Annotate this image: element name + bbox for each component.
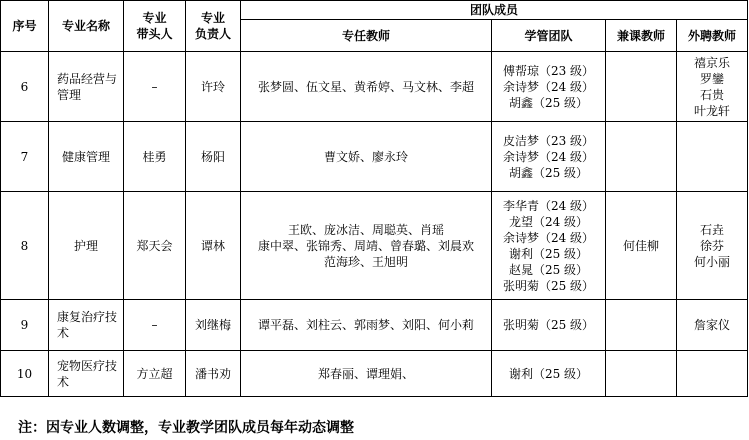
cell-external (677, 300, 748, 351)
cell-external (677, 351, 748, 397)
cell-fulltime-line: 郑春丽、谭理娟、 (317, 366, 414, 381)
cell-fulltime-line: 谭平磊、刘柱云、郭雨梦、刘阳、何小莉 (257, 318, 474, 332)
cell-mgmt-line: 张明菊（25 级） (502, 278, 595, 293)
cell-major (49, 122, 124, 192)
cell-major-line: 术 (57, 374, 70, 389)
cell-major-line: 健康管理 (61, 149, 110, 164)
cell-external-line: 何小丽 (694, 254, 731, 269)
cell-mgmt-line: 谢利（25 级） (508, 246, 589, 261)
cell-major (49, 52, 124, 122)
cell-external (677, 192, 748, 300)
cell-mgmt-line: 龙望（24 级） (508, 214, 589, 229)
header-team: 团队成员 (241, 1, 748, 20)
cell-major-line: 宠物医疗技 (57, 358, 118, 373)
cell-fulltime-line: 曹文娇、廖永玲 (323, 149, 408, 164)
cell-mgmt-line: 赵晁（25 级） (508, 262, 589, 277)
cell-parttime (606, 351, 677, 397)
cell-fulltime (241, 351, 492, 397)
cell-major (49, 192, 124, 300)
cell-owner: 谭林 (186, 192, 241, 300)
cell-external-line: 石贵 (700, 87, 725, 102)
table-row (1, 122, 748, 192)
cell-seq: 9 (1, 300, 49, 351)
cell-seq: 10 (1, 351, 49, 397)
cell-fulltime-line: 范海珍、王旭明 (323, 254, 408, 269)
cell-mgmt (492, 192, 606, 300)
header-fulltime: 专任教师 (241, 20, 492, 52)
table-row (1, 351, 748, 397)
cell-mgmt-line: 傅帮琼（23 级） (502, 63, 595, 78)
cell-seq: 8 (1, 192, 49, 300)
cell-major (49, 351, 124, 397)
cell-external-line: 叶龙轩 (694, 103, 731, 118)
table-row (1, 52, 748, 122)
cell-external-line: 罗鑾 (700, 71, 725, 86)
cell-leader: – (124, 52, 186, 122)
table-row (1, 300, 748, 351)
cell-mgmt-line: 余诗梦（24 级） (502, 79, 595, 94)
cell-fulltime (241, 122, 492, 192)
cell-fulltime (241, 52, 492, 122)
cell-mgmt (492, 52, 606, 122)
cell-fulltime (241, 300, 492, 351)
header-external: 外聘教师 (677, 20, 748, 52)
cell-fulltime (241, 192, 492, 300)
cell-mgmt-line: 余诗梦（24 级） (502, 230, 595, 245)
cell-major-line: 术 (57, 326, 70, 340)
cell-external-line: 詹家仪 (694, 318, 731, 332)
cell-seq: 6 (1, 52, 49, 122)
cell-owner: 许玲 (186, 52, 241, 122)
cell-parttime (606, 122, 677, 192)
cell-leader: 桂勇 (124, 122, 186, 192)
cell-mgmt-line: 余诗梦（24 级） (502, 149, 595, 164)
cell-leader: 郑天会 (124, 192, 186, 300)
header-seq: 序号 (1, 1, 49, 52)
cell-external (677, 52, 748, 122)
cell-major-line: 药品经营与 (57, 71, 118, 86)
cell-leader: 方立超 (124, 351, 186, 397)
cell-owner: 刘继梅 (186, 300, 241, 351)
cell-mgmt-line: 皮洁梦（23 级） (502, 133, 595, 148)
cell-external (677, 122, 748, 192)
cell-major-line: 管理 (57, 87, 82, 102)
cell-external-line: 石垚 (700, 222, 725, 237)
cell-external-line: 禧京乐 (694, 55, 731, 70)
cell-major (49, 300, 124, 351)
cell-seq: 7 (1, 122, 49, 192)
cell-parttime (606, 192, 677, 300)
cell-mgmt (492, 351, 606, 397)
cell-parttime-line: 何佳柳 (622, 238, 659, 253)
cell-mgmt (492, 122, 606, 192)
cell-leader: – (124, 300, 186, 351)
cell-parttime (606, 300, 677, 351)
cell-mgmt-line: 谢利（25 级） (508, 366, 589, 381)
header-mgmt: 学管团队 (492, 20, 606, 52)
header-parttime: 兼课教师 (606, 20, 677, 52)
cell-mgmt-line: 胡鑫（25 级） (508, 95, 589, 110)
footnote: 注：因专业人数调整，专业教学团队成员每年动态调整 (18, 420, 354, 436)
cell-external-line: 徐芬 (700, 238, 725, 253)
cell-mgmt-line: 胡鑫（25 级） (508, 165, 589, 180)
cell-parttime (606, 52, 677, 122)
cell-fulltime-line: 康中翠、张锦秀、周靖、曾春璐、刘晨欢 (257, 238, 474, 253)
cell-major-line: 康复治疗技 (57, 310, 118, 324)
cell-mgmt-line: 张明菊（25 级） (502, 318, 595, 332)
header-major: 专业名称 (49, 1, 124, 52)
cell-owner: 潘书劝 (186, 351, 241, 397)
header-leader: 专业 带头人 (124, 1, 186, 52)
table-row (1, 192, 748, 300)
cell-owner: 杨阳 (186, 122, 241, 192)
cell-mgmt-line: 李华青（24 级） (502, 198, 595, 213)
header-owner: 专业 负责人 (186, 1, 241, 52)
cell-fulltime-line: 张梦圆、伍文星、黄希婷、马文林、李超 (257, 79, 474, 94)
cell-major-line: 护理 (73, 238, 98, 253)
cell-mgmt (492, 300, 606, 351)
cell-fulltime-line: 王欧、庞冰洁、周聪英、肖瑶 (287, 222, 444, 237)
